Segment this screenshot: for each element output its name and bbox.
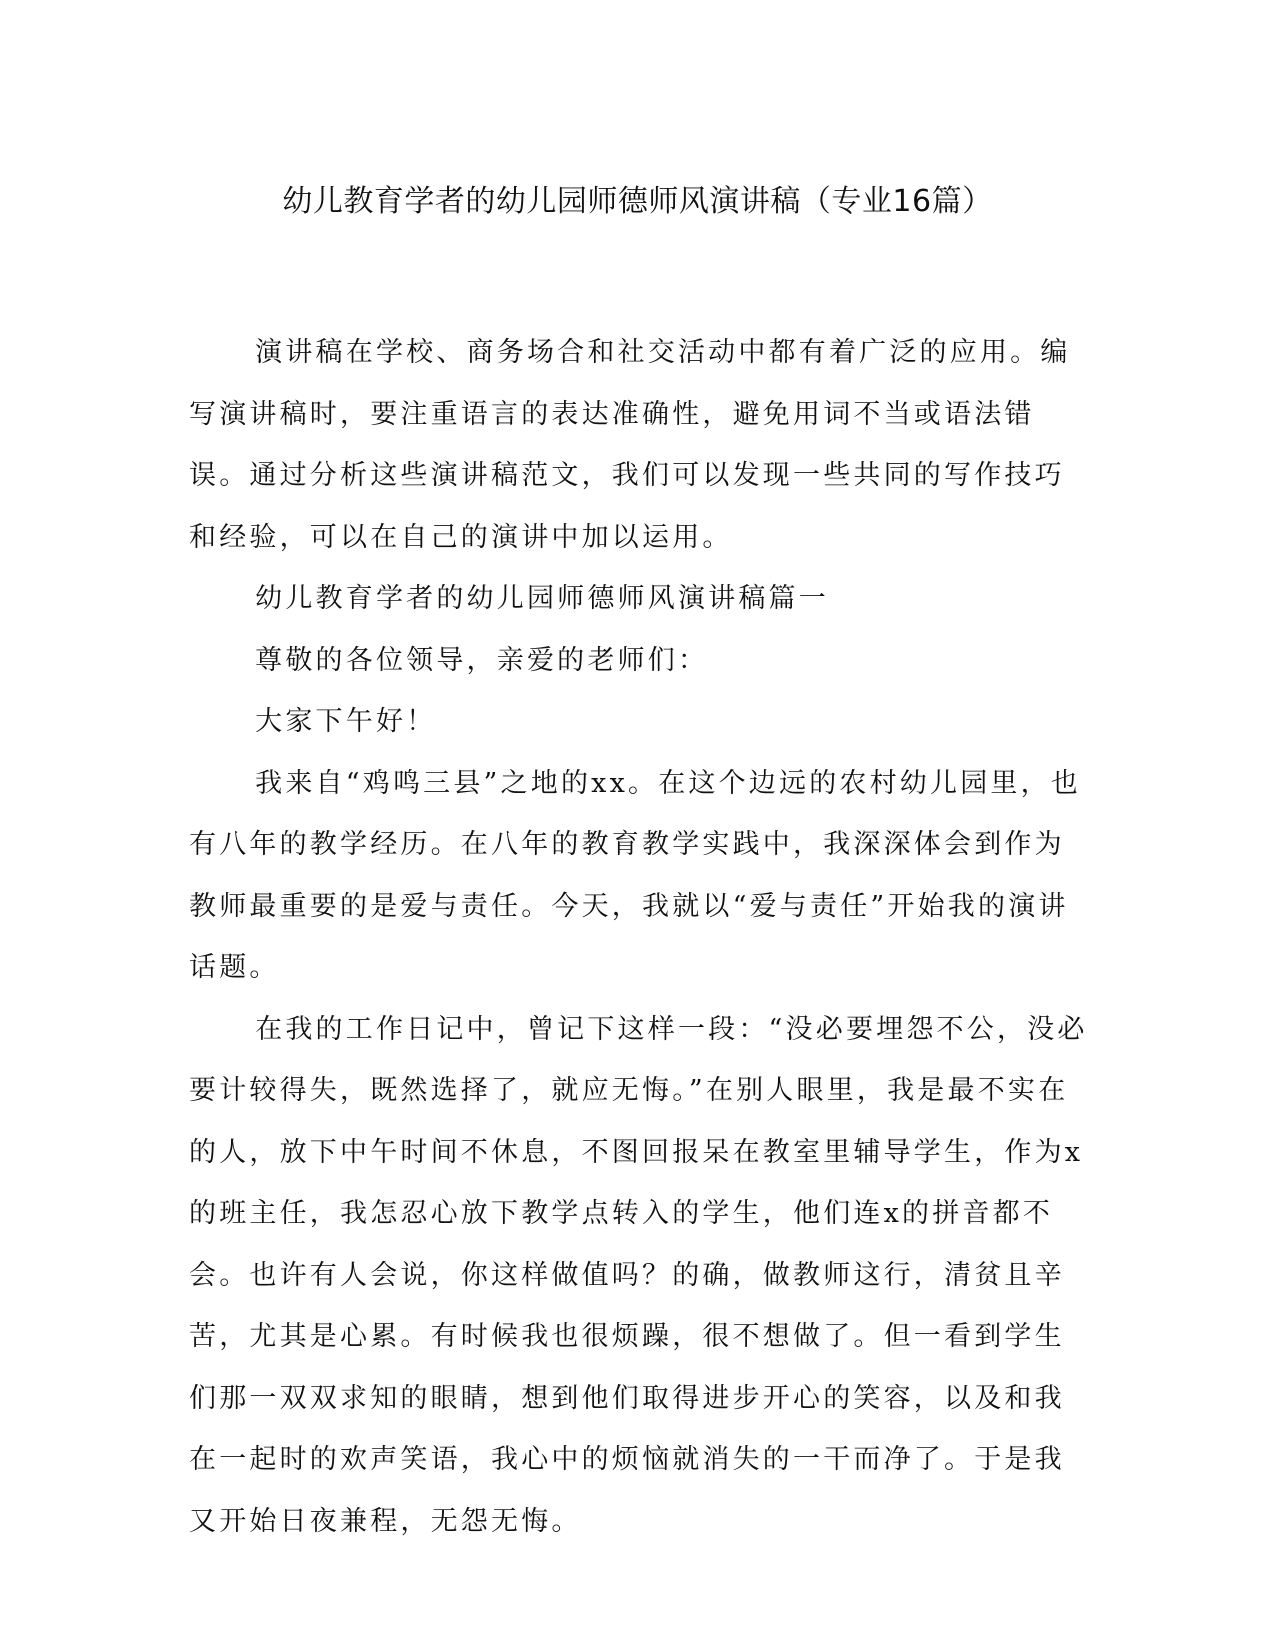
document-body [189, 322, 1089, 1552]
body-paragraph: 在我的工作日记中，曾记下这样一段：“没必要埋怨不公，没必要计较得失，既然选择了，就应无悔。”在别人眼里，我是最不实在的人，放下中午时间不休息，不图回报呆在教室里辅导学生，作为x的班主任，我怎忍心放下教学点转入的学生，他们连x的拼音都不会。也许有人会说，你这样做值吗？的确，做教师这行，清贫且辛苦，尤其是心累。有时候我也很烦躁，很不想做了。但一看到学生们那一双双求知的眼睛，想到他们取得进步开心的笑容，以及和我在一起时的欢声笑语，我心中的烦恼就消失的一干而净了。于是我又开始日夜兼程，无怨无悔。 [189, 1013, 1088, 1537]
greeting: 大家下午好！ [255, 706, 437, 737]
intro-paragraph: 演讲稿在学校、商务场合和社交活动中都有着广泛的应用。编写演讲稿时，要注重语言的表达准确性，避免用词不当或语法错误。通过分析这些演讲稿范文，我们可以发现一些共同的写作技巧和经验，可以在自己的演讲中加以运用。 [189, 337, 1071, 553]
section-heading: 幼儿教育学者的幼儿园师德师风演讲稿篇一 [255, 583, 829, 614]
document-title: 幼儿教育学者的幼儿园师德师风演讲稿（专业16篇） [282, 184, 993, 219]
body-paragraph: 我来自“鸡鸣三县”之地的xx。在这个边远的农村幼儿园里，也有八年的教学经历。在八年的教育教学实践中，我深深体会到作为教师最重要的是爱与责任。今天，我就以“爱与责任”开始我的演讲话题。 [189, 767, 1081, 983]
salutation: 尊敬的各位领导，亲爱的老师们： [255, 644, 709, 676]
